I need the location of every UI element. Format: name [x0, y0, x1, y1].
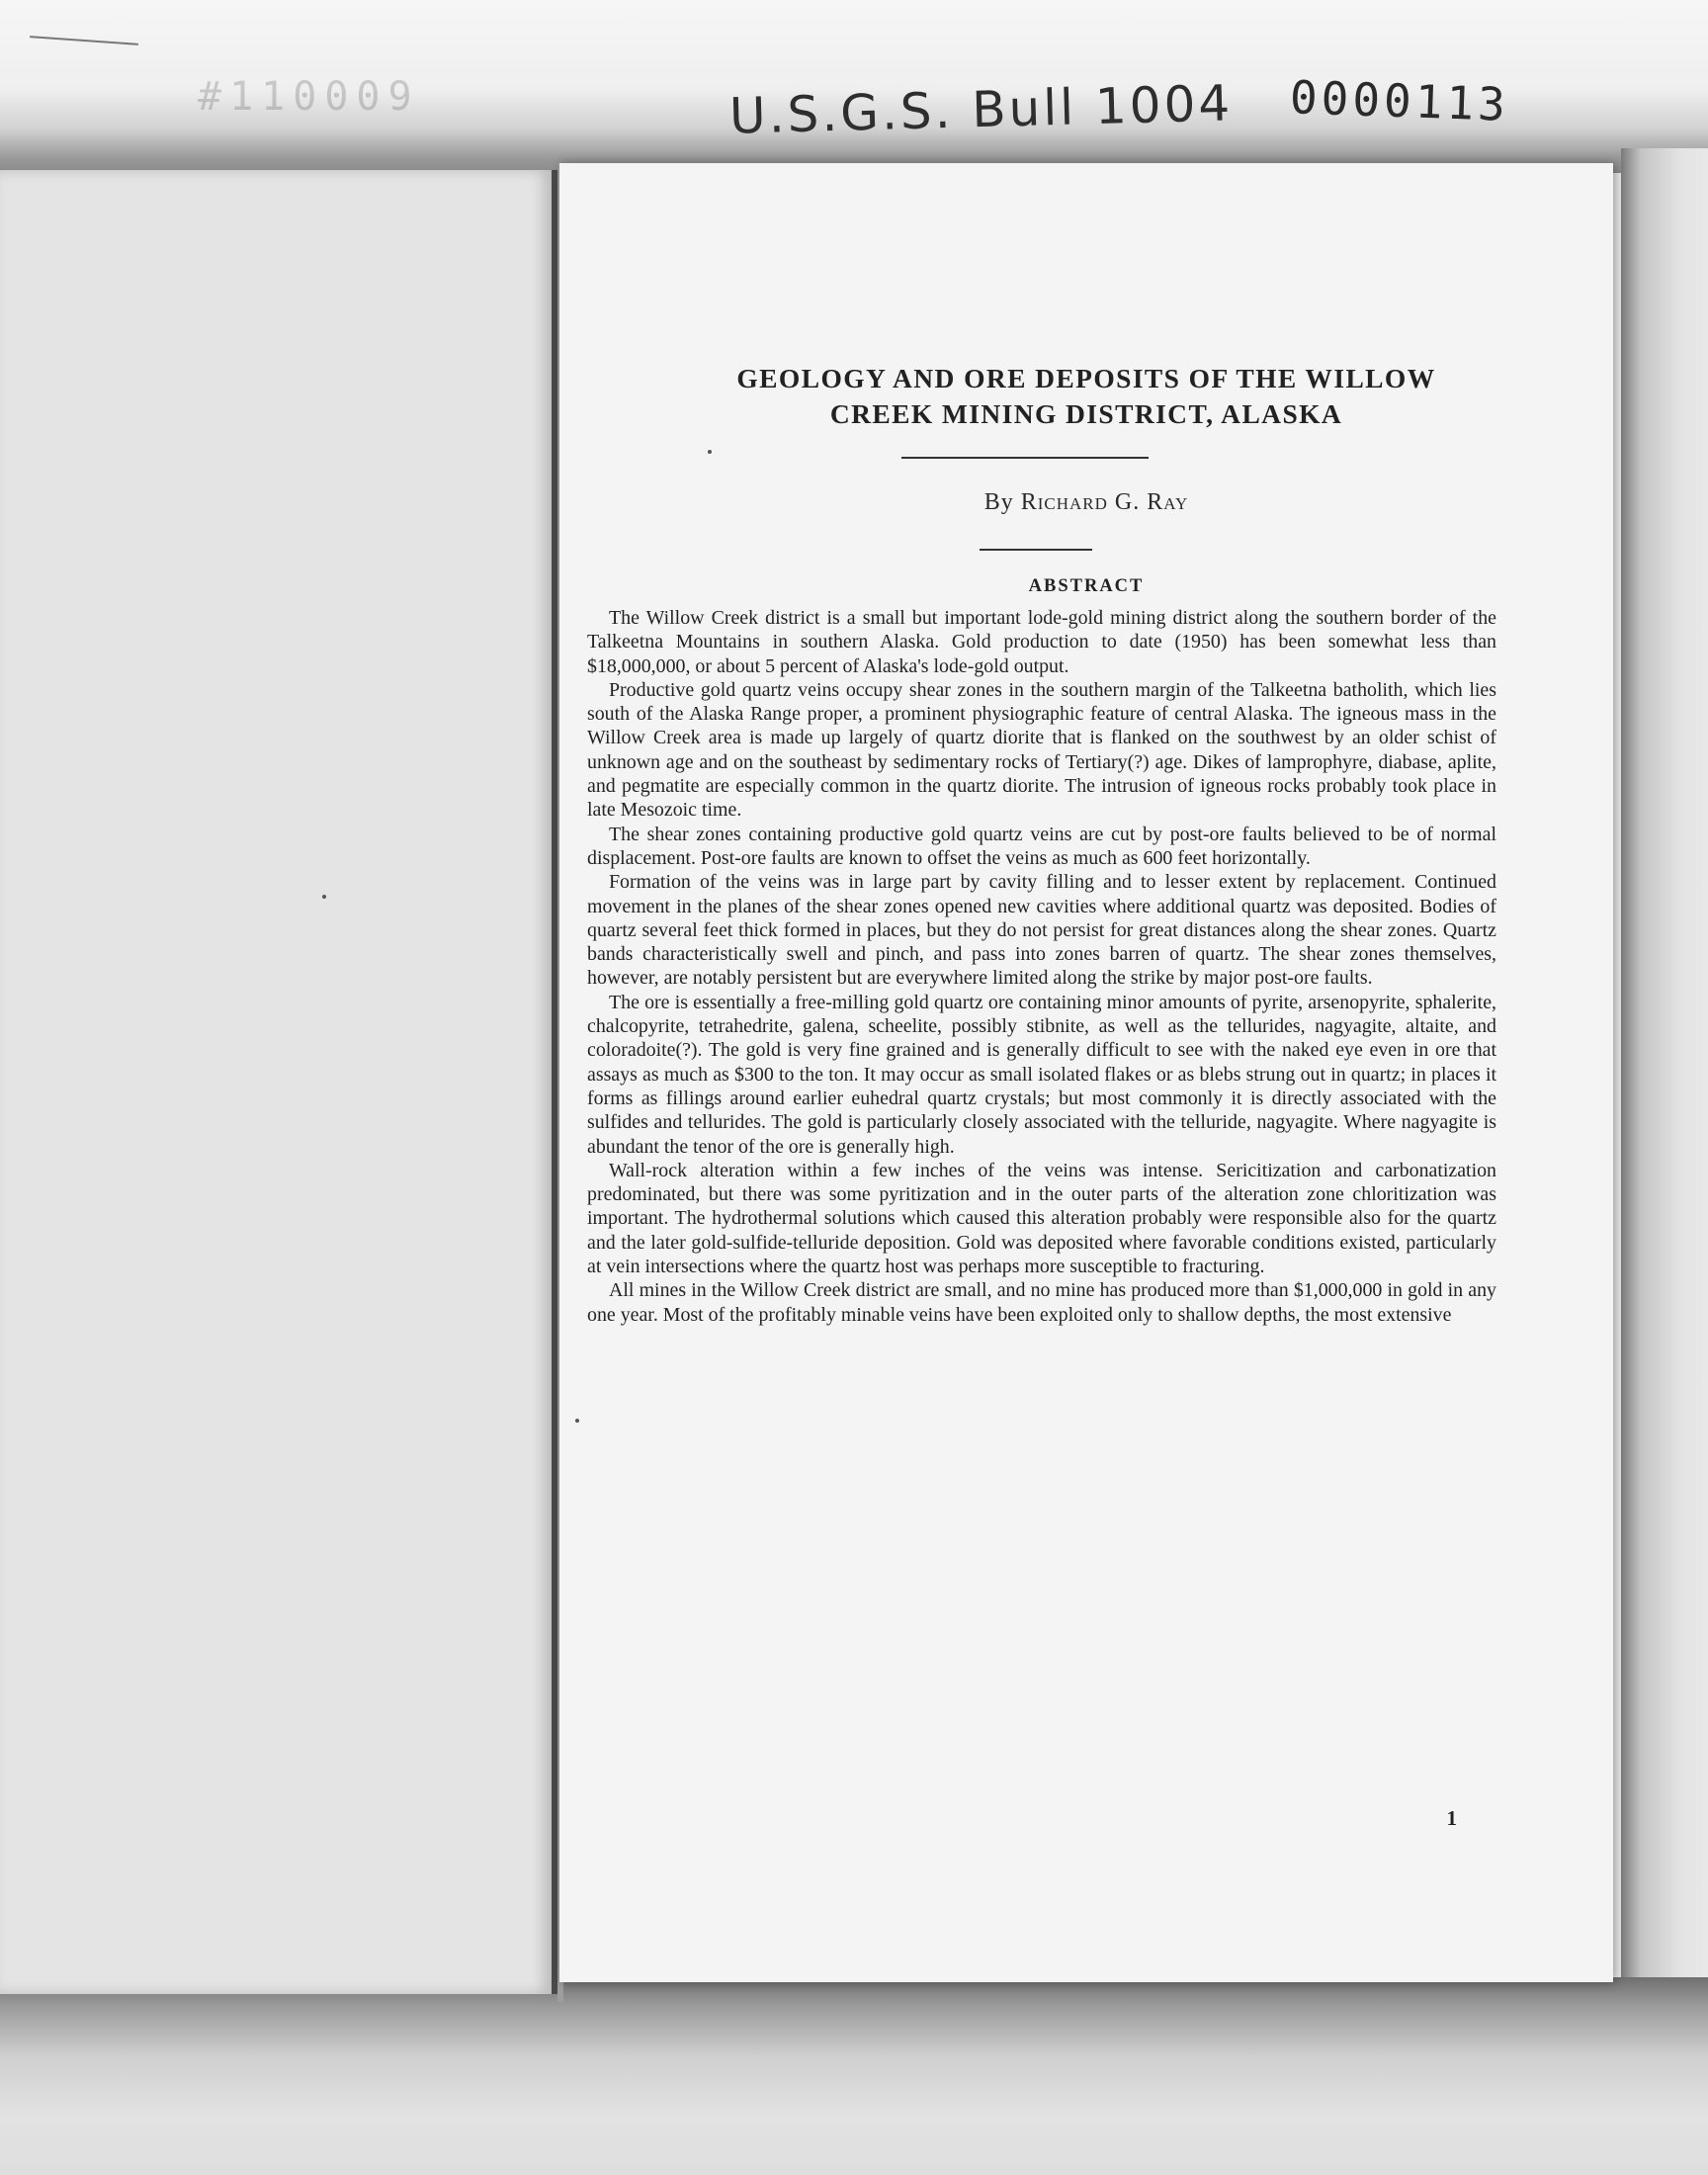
title-line-1: GEOLOGY AND ORE DEPOSITS OF THE WILLOW [736, 363, 1436, 393]
stamp-number: 0000113 [1289, 70, 1510, 131]
handwritten-label: U.S.G.S. Bull 1004 [728, 74, 1234, 145]
paragraph: Productive gold quartz veins occupy shear zones in the southern margin of the Talkeetna batholith, which lies south of the Alaska Range proper, a prominent physiographic feature of central Alaska. The igneous mass in the Willow Creek area is made up largely of quartz diorite that is flanked on the southwest by an older schist of unknown age and on the southeast by sedimentary rocks of Tertiary(?) age. Dikes of lamprophyre, diabase, aplite, and pegmatite are especially common in the quartz diorite. The intrusion of igneous rocks probably took place in late Mesozoic time. [587, 678, 1496, 822]
abstract-body [587, 606, 1496, 1327]
title-line-2: CREEK MINING DISTRICT, ALASKA [829, 398, 1343, 429]
scanner-bottom-band [0, 1977, 1708, 2175]
scan-speck [575, 1419, 579, 1423]
paragraph: Wall-rock alteration within a few inches of the veins was intense. Sericitization and carbonatization predominated, but there was some pyritization and in the outer parts of the alteration zone chloritization was important. The hydrothermal solutions which caused this alteration probably were responsible also for the quartz and the later gold-sulfide-telluride deposition. Gold was deposited where favorable conditions existed, particularly at vein intersections where the quartz host was perhaps more susceptible to fracturing. [587, 1159, 1496, 1278]
scan-speck [708, 450, 712, 454]
paragraph: The ore is essentially a free-milling gold quartz ore containing minor amounts of pyrite, arsenopyrite, sphalerite, chalcopyrite, tetrahedrite, galena, scheelite, possibly stibnite, as well as the tellurides, nagyagite, altaite, and coloradoite(?). The gold is very fine grained and is generally difficult to see with the naked eye even in ore that assays as much as $300 to the ton. It may occur as small isolated flakes or as blebs strung out in quartz; in places it forms as fillings around earlier euhedral quartz crystals; but most commonly it is directly associated with the sulfides and tellurides. The gold is particularly closely associated with the telluride, nagyagite. Where nagyagite is abundant the tenor of the ore is generally high. [587, 991, 1496, 1158]
faded-stamp-mark: #110009 [198, 74, 420, 120]
scan-speck [322, 895, 326, 899]
paragraph: The shear zones containing productive gold quartz veins are cut by post-ore faults believed to be of normal displacement. Post-ore faults are known to offset the veins as much as 600 feet horizontally. [587, 823, 1496, 869]
byline [559, 489, 1613, 516]
author-name: Richard G. Ray [1020, 489, 1189, 515]
document-title [619, 361, 1554, 432]
paragraph: Formation of the veins was in large part by cavity filling and to lesser extent by replacement. Continued movement in the planes of the shear zones opened new cavities where additional quartz was deposited. Bodies of quartz several feet thick formed in places, but they do not persist for great distances along the shear zones. Quartz bands characteristically swell and pinch, and pass into zones barren of quartz. The shear zones themselves, however, are notably persistent but are everywhere limited along the strike by major post-ore faults. [587, 871, 1496, 990]
paragraph: All mines in the Willow Creek district are small, and no mine has produced more than $1,000,000 in gold in any one year. Most of the profitably minable veins have been exploited only to shallow depths, the most extensive [587, 1279, 1496, 1326]
page-number: 1 [1446, 1806, 1457, 1830]
title-rule [901, 457, 1149, 459]
byline-rule [980, 549, 1092, 551]
section-heading: ABSTRACT [1028, 576, 1145, 596]
paragraph: The Willow Creek district is a small but important lode-gold mining district along the southern border of the Talkeetna Mountains in southern Alaska. Gold production to date (1950) has been somewhat less than $18,000,000, or about 5 percent of Alaska's lode-gold output. [587, 607, 1496, 677]
left-blank-page [0, 170, 557, 1994]
byline-prefix: By [983, 489, 1014, 515]
scanner-right-band [1621, 148, 1708, 1997]
document-page [559, 163, 1613, 1982]
